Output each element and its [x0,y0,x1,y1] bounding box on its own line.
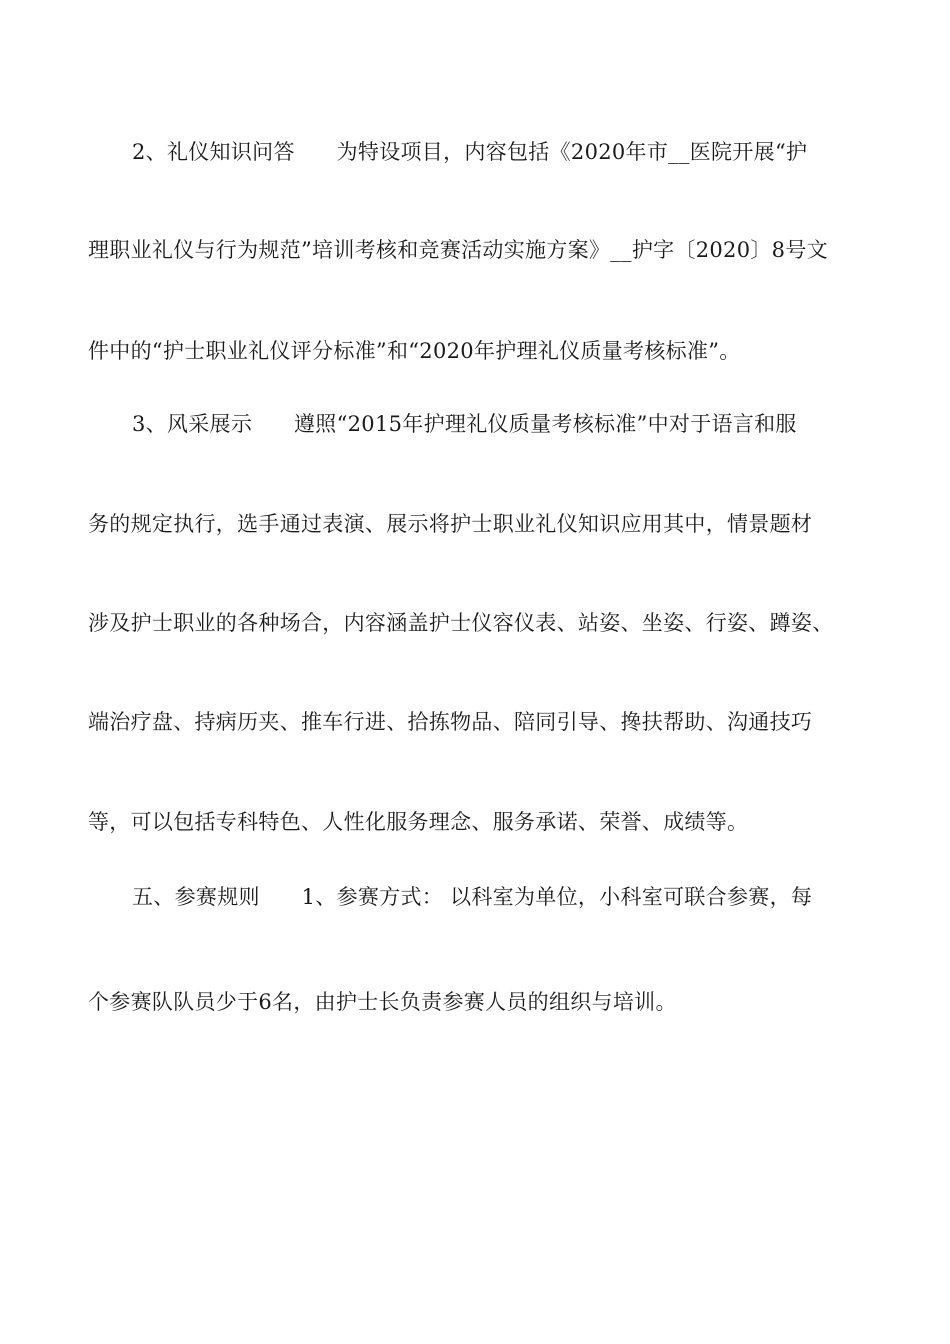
paragraph-line: 个参赛队队员少于6名，由护士长负责参赛人员的组织与培训。 [88,990,677,1014]
paragraph-line: 等，可以包括专科特色、人性化服务理念、服务承诺、荣誉、成绩等。 [88,810,749,834]
paragraph-line: 2、礼仪知识问答 为特设项目，内容包括《2020年市__医院开展“护 [132,140,808,164]
paragraph-line: 理职业礼仪与行为规范”培训考核和竞赛活动实施方案》__护字〔2020〕8号文 [88,238,828,262]
paragraph-line: 3、风采展示 遵照“2015年护理礼仪质量考核标准”中对于语言和服 [132,412,797,436]
paragraph-line: 涉及护士职业的各种场合，内容涵盖护士仪容仪表、站姿、坐姿、行姿、蹲姿、 [88,611,834,635]
paragraph-line: 五、参赛规则 1、参赛方式： 以科室为单位，小科室可联合参赛，每 [132,885,813,909]
paragraph-line: 件中的“护士职业礼仪评分标准”和“2020年护理礼仪质量考核标准”。 [88,339,741,363]
paragraph-line: 端治疗盘、持病历夹、推车行进、拾拣物品、陪同引导、搀扶帮助、沟通技巧 [88,710,813,734]
paragraph-line: 务的规定执行，选手通过表演、展示将护士职业礼仪知识应用其中，情景题材 [88,512,813,536]
